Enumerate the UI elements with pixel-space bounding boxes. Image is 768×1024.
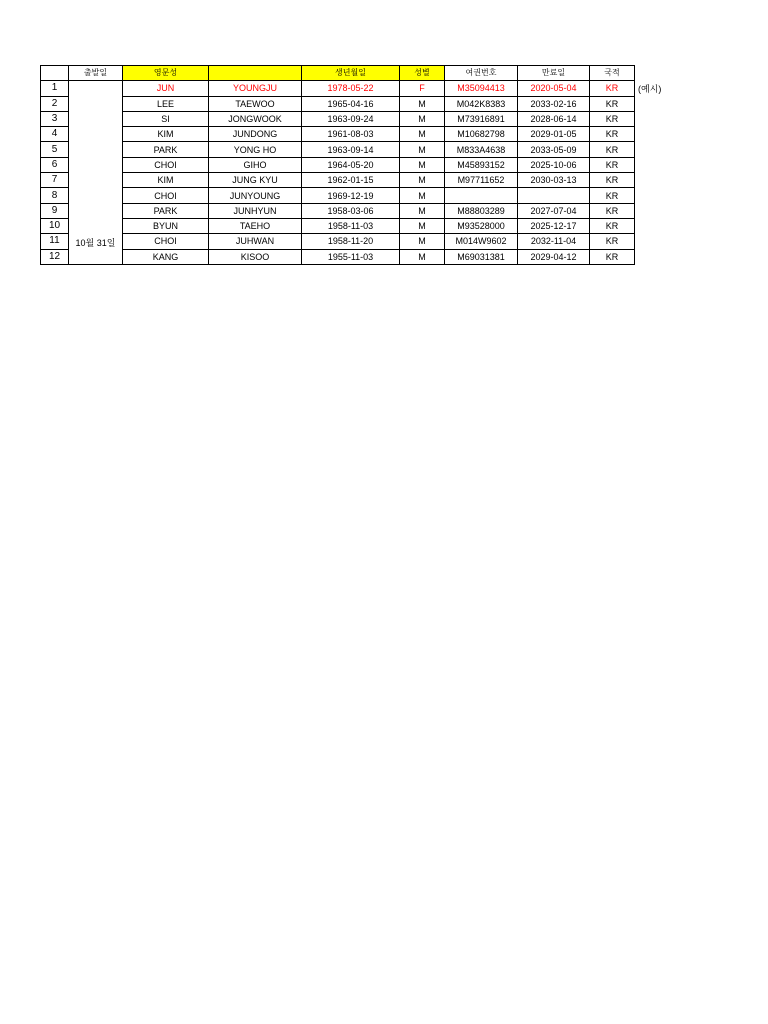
given-name-cell: GIHO — [209, 157, 302, 172]
row-number: 8 — [41, 188, 69, 203]
row-number: 12 — [41, 249, 69, 264]
gender-cell: M — [400, 188, 445, 203]
table-row — [41, 111, 635, 126]
nationality-cell: KR — [590, 188, 635, 203]
passport-cell: M45893152 — [445, 157, 518, 172]
expiry-cell: 2028-06-14 — [518, 111, 590, 126]
departure-date — [69, 81, 123, 265]
birth-cell: 1958-11-20 — [302, 234, 400, 249]
header-gender: 성별 — [400, 66, 445, 81]
passport-cell: M69031381 — [445, 249, 518, 264]
passport-cell: M93528000 — [445, 218, 518, 233]
passport-cell: M014W9602 — [445, 234, 518, 249]
gender-cell: M — [400, 142, 445, 157]
header-given-name — [209, 66, 302, 81]
gender-cell: M — [400, 157, 445, 172]
nationality-cell: KR — [590, 157, 635, 172]
header-nationality: 국적 — [590, 66, 635, 81]
passport-cell: M97711652 — [445, 173, 518, 188]
birth-cell: 1963-09-24 — [302, 111, 400, 126]
surname-cell: KANG — [123, 249, 209, 264]
header-row — [41, 66, 635, 81]
given-name-cell: JUHWAN — [209, 234, 302, 249]
row-number: 1 — [41, 81, 69, 96]
surname-cell: SI — [123, 111, 209, 126]
row-number: 2 — [41, 96, 69, 111]
row-number: 6 — [41, 157, 69, 172]
gender-cell: M — [400, 203, 445, 218]
expiry-cell: 2020-05-04 — [518, 81, 590, 96]
given-name-cell: JONGWOOK — [209, 111, 302, 126]
gender-cell: F — [400, 81, 445, 96]
surname-cell: CHOI — [123, 157, 209, 172]
passport-cell: M73916891 — [445, 111, 518, 126]
birth-cell: 1963-09-14 — [302, 142, 400, 157]
nationality-cell: KR — [590, 127, 635, 142]
birth-cell: 1958-03-06 — [302, 203, 400, 218]
passport-cell: M833A4638 — [445, 142, 518, 157]
passenger-table — [40, 65, 635, 265]
table-row — [41, 249, 635, 264]
passport-cell: M042K8383 — [445, 96, 518, 111]
table-row — [41, 142, 635, 157]
header-birth: 생년월일 — [302, 66, 400, 81]
surname-cell: KIM — [123, 173, 209, 188]
header-surname: 영문성 — [123, 66, 209, 81]
surname-cell: JUN — [123, 81, 209, 96]
table-row — [41, 234, 635, 249]
departure-date-label: 10월 31일 — [75, 237, 116, 248]
expiry-cell: 2032-11-04 — [518, 234, 590, 249]
table-row — [41, 188, 635, 203]
expiry-cell: 2030-03-13 — [518, 173, 590, 188]
nationality-cell: KR — [590, 111, 635, 126]
birth-cell: 1978-05-22 — [302, 81, 400, 96]
expiry-cell: 2025-12-17 — [518, 218, 590, 233]
row-number: 7 — [41, 173, 69, 188]
nationality-cell: KR — [590, 81, 635, 96]
table-row — [41, 218, 635, 233]
birth-cell: 1961-08-03 — [302, 127, 400, 142]
birth-cell: 1962-01-15 — [302, 173, 400, 188]
nationality-cell: KR — [590, 173, 635, 188]
header-expiry: 만료일 — [518, 66, 590, 81]
table-row — [41, 157, 635, 172]
given-name-cell: TAEWOO — [209, 96, 302, 111]
expiry-cell: 2033-02-16 — [518, 96, 590, 111]
expiry-cell: 2029-01-05 — [518, 127, 590, 142]
passport-cell: M35094413 — [445, 81, 518, 96]
passport-cell: M88803289 — [445, 203, 518, 218]
table-row — [41, 127, 635, 142]
nationality-cell: KR — [590, 142, 635, 157]
table-row — [41, 81, 635, 96]
given-name-cell: KISOO — [209, 249, 302, 264]
example-note: (예시) — [638, 84, 662, 94]
passport-cell: M10682798 — [445, 127, 518, 142]
roster-sheet — [40, 65, 635, 265]
birth-cell: 1955-11-03 — [302, 249, 400, 264]
gender-cell: M — [400, 111, 445, 126]
gender-cell: M — [400, 127, 445, 142]
row-number: 4 — [41, 127, 69, 142]
surname-cell: BYUN — [123, 218, 209, 233]
given-name-cell: JUNYOUNG — [209, 188, 302, 203]
table-body — [41, 81, 635, 265]
row-number: 10 — [41, 218, 69, 233]
expiry-cell: 2025-10-06 — [518, 157, 590, 172]
surname-cell: PARK — [123, 142, 209, 157]
gender-cell: M — [400, 249, 445, 264]
nationality-cell: KR — [590, 249, 635, 264]
given-name-cell: YONG HO — [209, 142, 302, 157]
table-row — [41, 173, 635, 188]
table-row — [41, 203, 635, 218]
expiry-cell: 2033-05-09 — [518, 142, 590, 157]
given-name-cell: JUNHYUN — [209, 203, 302, 218]
gender-cell: M — [400, 173, 445, 188]
surname-cell: CHOI — [123, 188, 209, 203]
row-number: 11 — [41, 234, 69, 249]
header-passport: 여권번호 — [445, 66, 518, 81]
nationality-cell: KR — [590, 203, 635, 218]
expiry-cell — [518, 188, 590, 203]
gender-cell: M — [400, 218, 445, 233]
gender-cell: M — [400, 96, 445, 111]
surname-cell: KIM — [123, 127, 209, 142]
given-name-cell: JUNG KYU — [209, 173, 302, 188]
surname-cell: CHOI — [123, 234, 209, 249]
expiry-cell: 2029-04-12 — [518, 249, 590, 264]
nationality-cell: KR — [590, 96, 635, 111]
birth-cell: 1958-11-03 — [302, 218, 400, 233]
row-number: 3 — [41, 111, 69, 126]
birth-cell: 1965-04-16 — [302, 96, 400, 111]
birth-cell: 1964-05-20 — [302, 157, 400, 172]
header-no — [41, 66, 69, 81]
row-number: 9 — [41, 203, 69, 218]
surname-cell: PARK — [123, 203, 209, 218]
nationality-cell: KR — [590, 234, 635, 249]
table-row — [41, 96, 635, 111]
given-name-cell: YOUNGJU — [209, 81, 302, 96]
expiry-cell: 2027-07-04 — [518, 203, 590, 218]
surname-cell: LEE — [123, 96, 209, 111]
gender-cell: M — [400, 234, 445, 249]
passport-cell — [445, 188, 518, 203]
row-number: 5 — [41, 142, 69, 157]
given-name-cell: JUNDONG — [209, 127, 302, 142]
header-departure: 출발일 — [69, 66, 123, 81]
birth-cell: 1969-12-19 — [302, 188, 400, 203]
nationality-cell: KR — [590, 218, 635, 233]
given-name-cell: TAEHO — [209, 218, 302, 233]
